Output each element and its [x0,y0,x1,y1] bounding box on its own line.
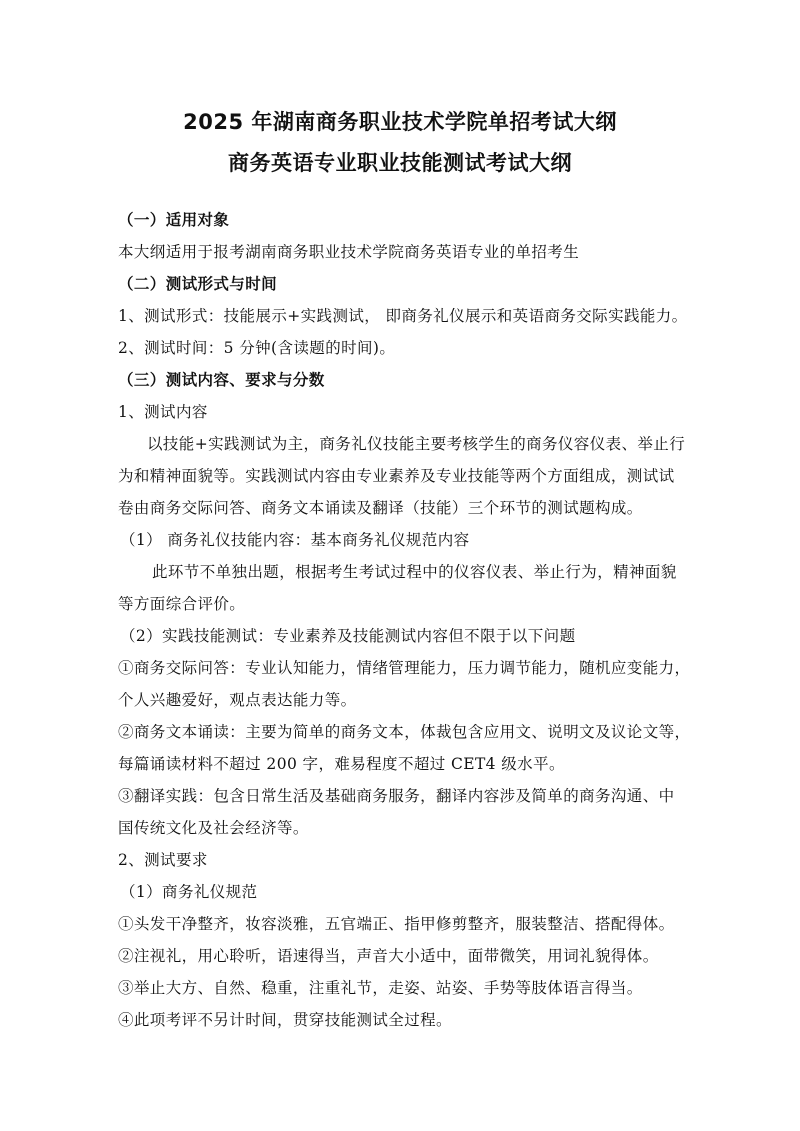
section-heading-2: （二）测试形式与时间 [118,275,278,293]
paragraph-line: 个人兴趣爱好，观点表达能力等。 [118,691,357,709]
list-item: ①商务交际问答：专业认知能力，情绪管理能力，压力调节能力，随机应变能力， [118,659,691,677]
section-heading-1: （一）适用对象 [118,211,230,229]
list-item: （2）实践技能测试：专业素养及技能测试内容但不限于以下问题 [120,627,576,645]
doc-subtitle: 商务英语专业职业技能测试考试大纲 [228,151,572,175]
list-item: ①头发干净整齐，妆容淡雅，五官端正、指甲修剪整齐，服装整洁、搭配得体。 [118,915,675,933]
list-item: （1） 商务礼仪技能内容：基本商务礼仪规范内容 [120,531,470,549]
subheading: 2、测试要求 [118,851,208,869]
section-heading-3: （三）测试内容、要求与分数 [118,371,325,389]
paragraph-line: 卷由商务交际问答、商务文本诵读及翻译（技能）三个环节的测试题构成。 [118,499,643,517]
list-item: 2、测试时间：5 分钟(含读题的时间)。 [118,339,396,357]
list-item: ③翻译实践：包含日常生活及基础商务服务，翻译内容涉及简单的商务沟通、中 [118,787,675,805]
list-item: ②商务文本诵读：主要为简单的商务文本，体裁包含应用文、说明文及议论文等， [118,723,691,741]
list-item: 1、测试形式：技能展示+实践测试， 即商务礼仪展示和英语商务交际实践能力。 [118,307,688,325]
list-item: ②注视礼，用心聆听，语速得当，声音大小适中，面带微笑，用词礼貌得体。 [118,947,659,965]
doc-title: 2025 年湖南商务职业技术学院单招考试大纲 [183,110,617,134]
subheading: 1、测试内容 [118,403,208,421]
paragraph-line: 每篇诵读材料不超过 200 字，难易程度不超过 CET4 级水平。 [118,755,565,773]
paragraph-line: 以技能+实践测试为主，商务礼仪技能主要考核学生的商务仪容仪表、举止行 [147,435,686,453]
list-item: ④此项考评不另计时间，贯穿技能测试全过程。 [118,1011,452,1029]
paragraph-line: 等方面综合评价。 [118,595,246,613]
list-item: （1）商务礼仪规范 [120,883,258,901]
paragraph: 本大纲适用于报考湖南商务职业技术学院商务英语专业的单招考生 [118,243,580,261]
paragraph-line: 国传统文化及社会经济等。 [118,819,309,837]
list-item: ③举止大方、自然、稳重，注重礼节，走姿、站姿、手势等肢体语言得当。 [118,979,643,997]
paragraph-line: 为和精神面貌等。实践测试内容由专业素养及专业技能等两个方面组成，测试试 [118,467,675,485]
paragraph-line: 此环节不单独出题，根据考生考试过程中的仪容仪表、举止行为，精神面貌 [152,563,677,581]
